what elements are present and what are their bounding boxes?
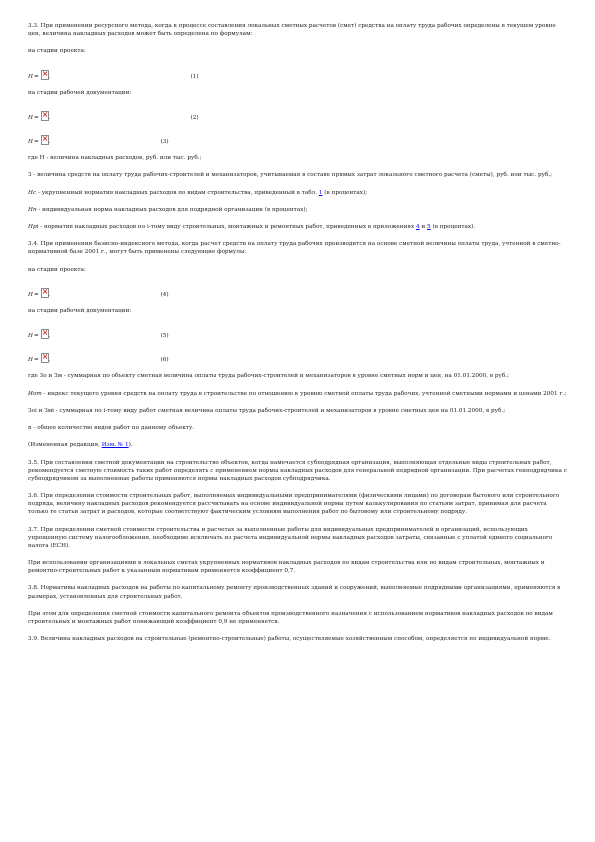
changed-note xyxy=(28,441,568,449)
formula-dot: . xyxy=(48,73,51,80)
formula-h: Н xyxy=(28,357,33,364)
def-hn xyxy=(28,206,568,214)
formula-h: Н xyxy=(28,73,33,80)
definition-text: - индекс текущего уровня средств на оплату труда в строительстве по отношению к уровню сметной оплаты труда рабочих, учтенной сметными нормами и ценами 2001 г.; xyxy=(41,390,567,397)
definition-tail: (в процентах); xyxy=(322,189,368,196)
para-3-7b: При использовании организациями в локальных сметах укрупненных нормативов накладных расходов по видам строительства или по видам строительных, монтажных и ремонтно-строительных работ к указанным нормативам применяется коэффициент 0,7. xyxy=(28,560,545,575)
formula-1 xyxy=(28,65,568,81)
para-3-3: 3.3. При применении ресурсного метода, когда в процессе составления локальных сметных расчетов (смет) средства на оплату труда рабочих определены в текущем уровне цен, величина накладных расходов может быть определена по формулам: xyxy=(28,23,556,38)
formula-dot: . xyxy=(48,138,51,145)
para-3-7: 3.7. При определении сметной стоимости строительства и расчетах за выполненные работы для индивидуальных предпринимателей и организаций, использующих упрощенную систему налогообложения, необходимо исключать из расчета индивидуальной нормы накладных расходов затраты, связанные с уплатой единого социального налога (ЕСН). xyxy=(28,526,553,549)
formula-number: (6) xyxy=(160,357,169,364)
def-hc xyxy=(28,189,568,197)
symbol: Нрi xyxy=(28,224,39,231)
def-z: З - величина средств на оплату труда рабочих-строителей и механизаторов, учитываемая в составе прямых затрат локального сметного расчета (сметы), руб. или тыс. руб.; xyxy=(28,172,553,179)
para-3-8: 3.8. Нормативы накладных расходов на работы по капитальному ремонту производственных зданий и сооружений, выполняемые подрядными организациями, применяются в размерах, установленных для строительных работ. xyxy=(28,585,561,600)
para-3-8b: При этом для определения сметной стоимости капитального ремонта объектов производственного назначения с использованием нормативов накладных расходов по видам строительных и монтажных работ понижающий коэффициент 0,9 не применяется. xyxy=(28,610,553,625)
formula-eq: = xyxy=(33,114,39,121)
formula-number: (1) xyxy=(190,73,199,80)
broken-image-icon xyxy=(41,288,49,298)
def-zo-zm: где Зо и Зм - суммарная по объекту сметная величина оплаты труда рабочих-строителей и механизаторов в уровне сметных норм и цен, на 01.01.2000, в руб.; xyxy=(28,373,509,380)
broken-image-icon xyxy=(41,353,49,363)
para-3-5: 3.5. При составлении сметной документации на строительство объектов, когда намечается субподрядная организация, выполняющая отдельные виды строительных работ, рекомендуется сметную стоимость таких работ определять с применением нормы накладных расходов для генеральной подрядной организации. При расчетах генподрядчика с субподрядчиком за выполненные работы применяются нормы накладных расходов субподрядчика. xyxy=(28,459,567,482)
amendment-1-link[interactable]: Изм. № 1 xyxy=(101,442,129,449)
formula-number: (3) xyxy=(160,138,169,145)
formula-eq: = xyxy=(33,73,39,80)
broken-image-icon xyxy=(41,70,49,80)
formula-number: (2) xyxy=(190,114,199,121)
para-3-6: 3.6. При определении стоимости строительных работ, выполняемых индивидуальными предпринимателями (физическими лицами) по договорам бытового или строительного подряда, величину накладных расходов рекомендуется рассчитывать на основе индивидуальной нормы путем калькулирования по статьям затрат, принимая для расчета только те статьи затрат и расходов, которые соответствуют фактическим условиям выполнения работ по бытовому или строительному подряду. xyxy=(28,493,560,516)
formula-dot: . xyxy=(48,114,51,121)
definition-text: - укрупненный норматив накладных расходов по видам строительства, приведенный в табл. xyxy=(36,189,319,196)
table-1-link[interactable]: 1 xyxy=(318,189,323,196)
document-page xyxy=(28,22,568,653)
formula-eq: = xyxy=(33,357,39,364)
def-zoi: Зоi и Змi - суммарная по i-тому виду работ сметная величина оплаты труда рабочих-строителей и механизаторов в уровне сметных цен на 01.01.2000, в руб.; xyxy=(28,407,506,414)
formula-number: (5) xyxy=(160,333,169,340)
changed-tail: ). xyxy=(128,442,133,449)
appendix-5-link[interactable]: 5 xyxy=(427,224,431,231)
def-h: где Н - величина накладных расходов, руб. или тыс. руб.; xyxy=(28,154,202,161)
definition-tail: (в процентах). xyxy=(430,224,476,231)
formula-6 xyxy=(28,348,568,364)
formula-eq: = xyxy=(33,291,39,298)
definition-text: - индивидуальная норма накладных расходов для подрядной организации (в процентах); xyxy=(36,206,308,213)
formula-4 xyxy=(28,283,568,299)
broken-image-icon xyxy=(41,329,49,339)
formula-h: Н xyxy=(28,114,33,121)
formula-dot: . xyxy=(48,357,51,364)
symbol: Нп xyxy=(28,206,37,213)
formula-dot: . xyxy=(48,333,51,340)
stage-project-label: на стадии проекта: xyxy=(28,48,86,55)
broken-image-icon xyxy=(41,135,49,145)
formula-2 xyxy=(28,106,568,122)
def-iot xyxy=(28,390,568,398)
and-text: и xyxy=(419,224,428,231)
formula-h: Н xyxy=(28,291,33,298)
formula-eq: = xyxy=(33,333,39,340)
formula-dot: . xyxy=(48,291,51,298)
def-n: n - общее количество видов работ по данному объекту. xyxy=(28,425,195,432)
definition-text: - норматив накладных расходов по i-тому виду строительных, монтажных и ремонтных работ, приведенных в приложениях xyxy=(38,224,416,231)
def-hpi xyxy=(28,223,568,231)
formula-eq: = xyxy=(33,138,39,145)
para-3-9: 3.9. Величина накладных расходов на строительные (ремонтно-строительные) работы, осуществляемые хозяйственным способом, определяется по индивидуальной норме. xyxy=(28,636,551,643)
formula-5 xyxy=(28,324,568,340)
formula-number: (4) xyxy=(160,291,169,298)
stage-working-label: на стадии рабочей документации: xyxy=(28,308,132,314)
formula-h: Н xyxy=(28,138,33,145)
formula-3 xyxy=(28,130,568,146)
symbol: Нс xyxy=(28,189,37,196)
formula-h: Н xyxy=(28,333,33,340)
stage-project-label: на стадии проекта: xyxy=(28,266,86,273)
symbol: Иот xyxy=(28,390,42,397)
para-3-4: 3.4. При применении базисно-индексного метода, когда расчет средств на оплату труда рабочих производится на основе сметной величины оплаты труда, учтенной в сметно-нормативной базе 2001 г., могут быть применены следующие формулы: xyxy=(28,241,561,256)
stage-working-label: на стадии рабочей документации: xyxy=(28,89,132,96)
broken-image-icon xyxy=(41,111,49,121)
changed-text: (Измененная редакция, xyxy=(28,442,102,449)
appendix-4-link[interactable]: 4 xyxy=(416,224,420,231)
